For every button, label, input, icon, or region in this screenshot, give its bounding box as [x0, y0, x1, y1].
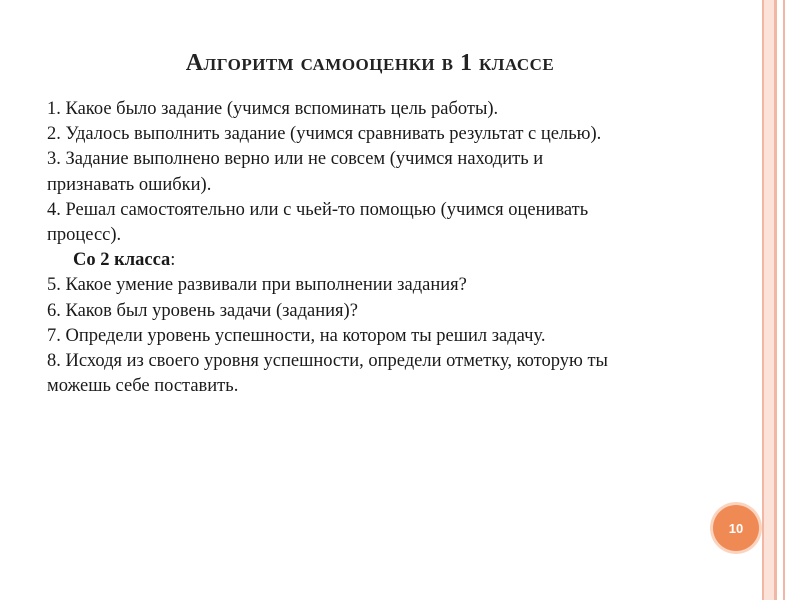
- decorative-border-line: [762, 0, 764, 600]
- subheading: [47, 248, 737, 273]
- page-number-badge: 10: [713, 505, 759, 551]
- subheading-text: Со 2 класса: [73, 250, 171, 271]
- body-line: можешь себе поставить.: [47, 376, 239, 397]
- body-line: процесс).: [47, 225, 122, 246]
- body-line: 8. Исходя из своего уровня успешности, определи отметку, которую ты: [47, 351, 608, 372]
- decorative-border-fill: [764, 0, 774, 600]
- slide-body: [47, 97, 737, 399]
- decorative-border-line: [783, 0, 785, 600]
- body-line: 2. Удалось выполнить задание (учимся сравнивать результат с целью).: [47, 124, 602, 145]
- body-line: признавать ошибки).: [47, 174, 212, 195]
- subheading-suffix: :: [170, 250, 176, 271]
- decorative-border-line: [774, 0, 777, 600]
- body-line: 7. Определи уровень успешности, на котором ты решил задачу.: [47, 325, 546, 346]
- body-line: 4. Решал самостоятельно или с чьей-то помощью (учимся оценивать: [47, 199, 589, 220]
- slide-title: Алгоритм самооценки в 1 классе: [185, 50, 555, 76]
- body-line: 3. Задание выполнено верно или не совсем (учимся находить и: [47, 149, 544, 170]
- body-line: 6. Каков был уровень задачи (задания)?: [47, 300, 358, 321]
- body-line: 5. Какое умение развивали при выполнении задания?: [47, 275, 467, 296]
- body-line: 1. Какое было задание (учимся вспоминать цель работы).: [47, 99, 499, 119]
